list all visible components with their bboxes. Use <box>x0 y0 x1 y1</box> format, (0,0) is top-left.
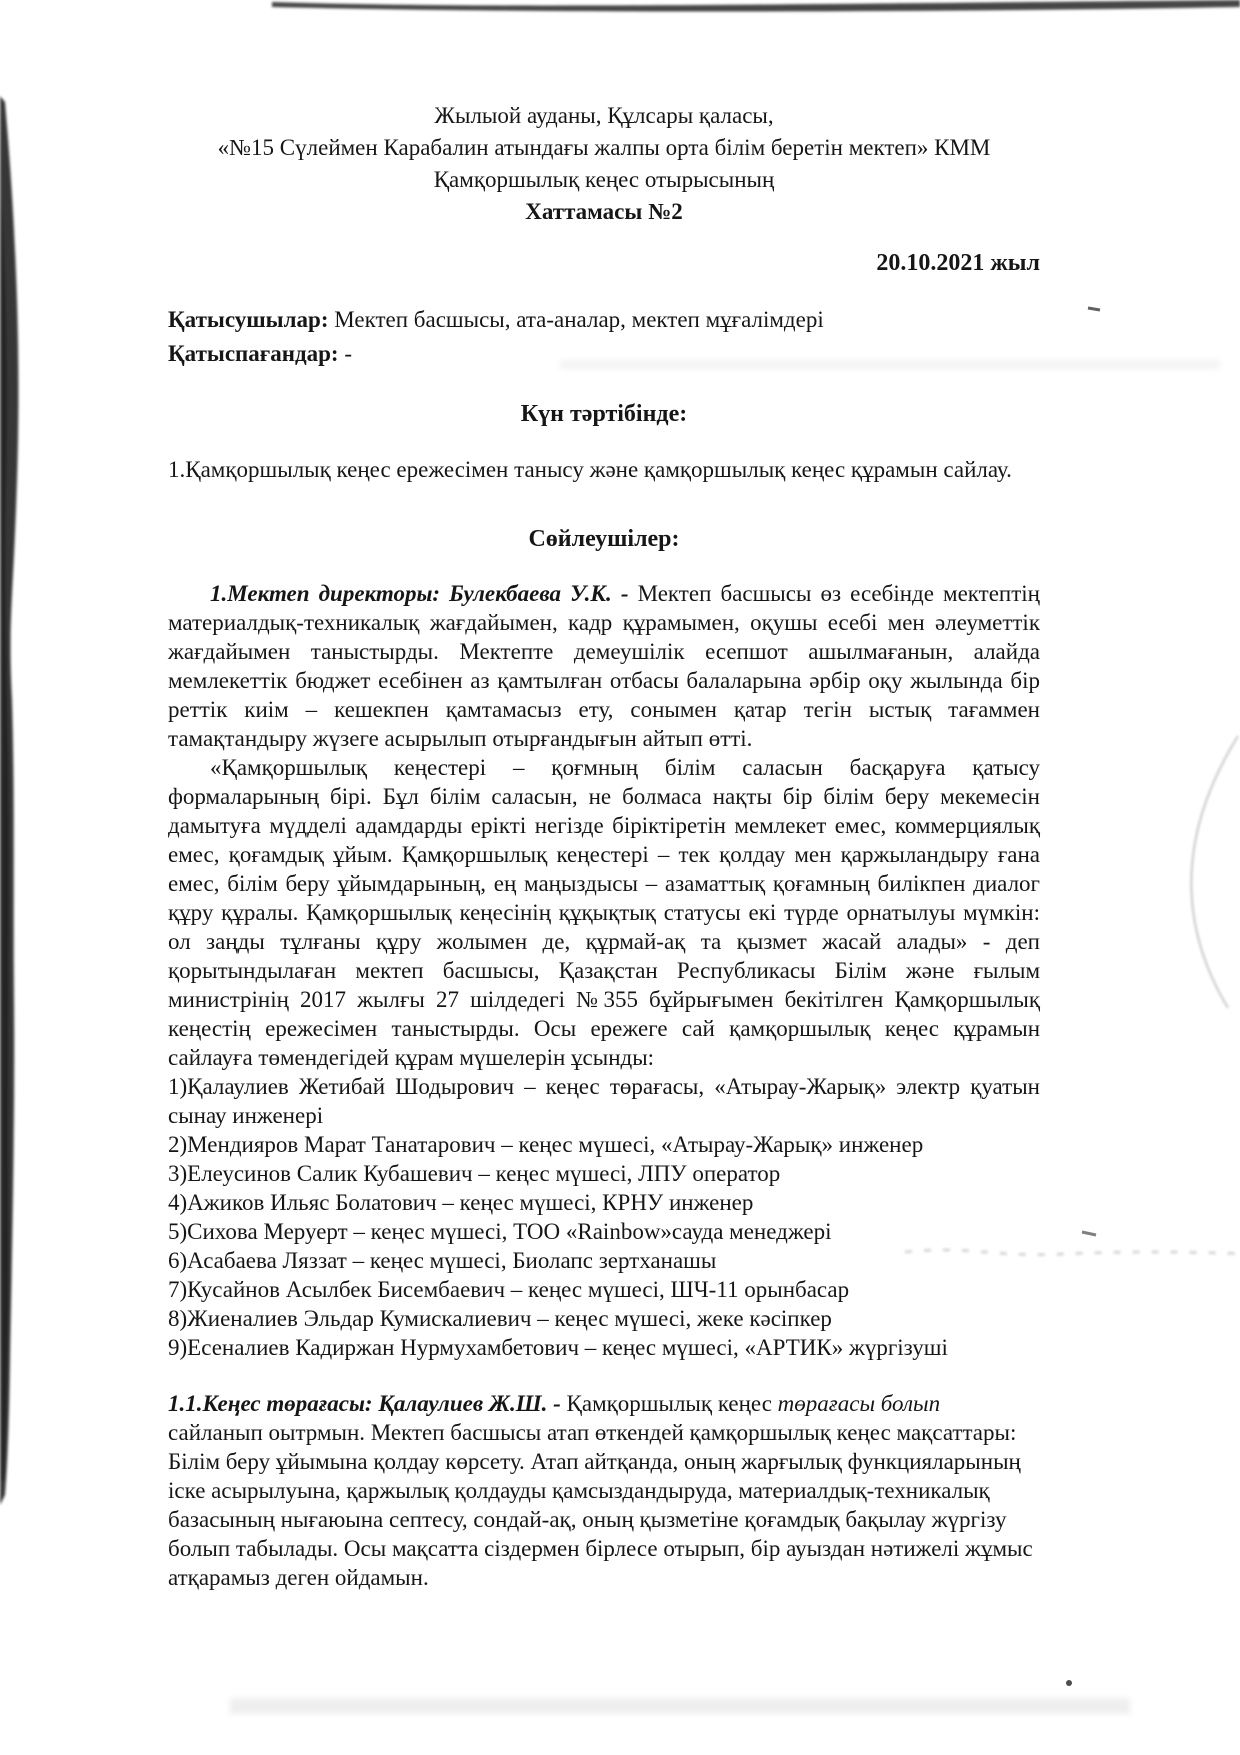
header-location-line: Жылыой ауданы, Құлсары қаласы, <box>434 103 774 128</box>
member-list-item: 3)Елеусинов Салик Кубашевич – кеңес мүшесі, ЛПУ оператор <box>168 1161 781 1186</box>
section-1-1-text-a: Қамқоршылық кеңес <box>566 1391 772 1416</box>
header-school-line: «№15 Сүлеймен Карабалин атындағы жалпы орта білім беретін мектеп» КММ <box>217 135 991 160</box>
speech1-paragraph <box>168 579 1040 753</box>
member-list-item: 1)Қалаулиев Жетибай Шодырович – кеңес төрағасы, «Атырау-Жарық» электр қуатын сынау инженері <box>168 1074 1040 1128</box>
scan-edge-left <box>0 96 18 1505</box>
section-1-1-italic-phrase: төрағасы болып <box>777 1391 941 1416</box>
scan-edge-left-texture <box>2 200 9 1480</box>
member-list-item: 9)Есеналиев Кадиржан Нурмухамбетович – кеңес мүшесі, «АРТИК» жүргізуші <box>168 1335 948 1360</box>
dash-mark-top <box>1088 308 1100 310</box>
member-list-item: 4)Ажиков Ильяс Болатович – кеңес мүшесі, КРНУ инженер <box>168 1190 754 1215</box>
member-list-item: 7)Кусайнов Асылбек Бисембаевич – кеңес мүшесі, ШЧ-11 орынбасар <box>168 1277 850 1302</box>
agenda-heading: Күн тәртібінде: <box>520 401 688 427</box>
member-list-item: 2)Мендияров Марат Танатарович – кеңес мүшесі, «Атырау-Жарық» инженер <box>168 1132 924 1157</box>
document-content <box>168 0 1040 1592</box>
document-date: 20.10.2021 жыл <box>876 250 1040 276</box>
participants-label: Қатысушылар: <box>168 307 329 332</box>
agenda-item: 1.Қамқоршылық кеңес ережесімен танысу және қамқоршылық кеңес құрамын сайлау. <box>168 457 1012 482</box>
header-council-line: Қамқоршылық кеңес отырысының <box>433 167 775 192</box>
speech1-quote-paragraph: «Қамқоршылық кеңестері – қоғмның білім саласын басқаруға қатысу формаларының бірі. Бұл білім саласын, не болмаса нақты бір білім беру мекемесін дамытуға мүдделі адамдарды ерікті негізде біріктіретін мемлекет емес, коммерциялық емес, қоғамдық ұйым. Қамқоршылық кеңестері – тек қолдау мен қаржыландыру ғана емес, білім беру ұйымдарының, ең маңыздысы – азаматтық қоғамның билікпен диалог құру құралы. Қамқоршылық кеңесінің құқықтық статусы екі түрде орнатылуы мүмкін: ол заңды тұлғаны құру жолымен де, құрмай-ақ та қызмет жасай алады» - деп қорытындылаған мектеп басшысы, Қазақстан Республикасы Білім және ғылым министрінің 2017 жылғы 27 шілдедегі №355 бұйрығымен бекітілген Қамқоршылық кеңестің ережесімен таныстырды. Осы ережеге сай қамқоршылық кеңес құрамын сайлауға төмендегідей құрам мүшелерін ұсынды: <box>168 755 1040 1070</box>
absent-value: - <box>344 341 353 366</box>
absent-label: Қатыспағандар: <box>168 341 339 366</box>
attendees-block <box>168 303 1040 371</box>
participants-value: Мектеп басшысы, ата-аналар, мектеп мұғалімдері <box>334 307 824 332</box>
document-header <box>168 100 1040 228</box>
member-list-item: 8)Жиеналиев Эльдар Кумискалиевич – кеңес мүшесі, жеке кәсіпкер <box>168 1306 832 1331</box>
faint-streak-bottom <box>230 1698 1130 1714</box>
margin-arc-mark <box>1191 736 1238 1008</box>
section-1-1-lead: 1.1.Кеңес төрағасы: Қалаулиев Ж.Ш. - <box>168 1391 561 1416</box>
dash-mark-middle <box>1082 1232 1096 1235</box>
section-1-1-text-b: сайланып оытрмын. Мектеп басшысы атап өткендей қамқоршылық кеңес мақсаттары: Білім беру ұйымына қолдау көрсету. Атап айтқанда, оның жарғылық функцияларының іске асырылуына, қаржылық қолдауды қамсыздандыруда, материалдық-техникалық базасының нығаюына септесу, сондай-ақ, оның қызметіне қоғамдық бақылау жүргізу болып табылады. Осы мақсатта сіздермен бірлесе отырып, бір ауыздан нәтижелі жұмыс атқарамыз деген ойдамын. <box>168 1420 1033 1590</box>
speakers-heading: Сөйлеушілер: <box>528 526 680 552</box>
member-list-item: 6)Асабаева Ляззат – кеңес мүшесі, Биолапс зертханашы <box>168 1248 717 1273</box>
protocol-title: Хаттамасы №2 <box>525 199 683 224</box>
section-1-1-paragraph <box>168 1389 1040 1592</box>
council-members-list <box>168 1072 1040 1362</box>
speech1-lead: 1.Мектеп директоры: Булекбаева У.К. - <box>210 581 629 606</box>
ink-dot <box>1066 1680 1072 1686</box>
speech1-text: Мектеп басшысы өз есебінде мектептің материалдық-техникалық жағдайымен, кадр құрамымен, оқушы есебі мен әлеуметтік жағдайымен таныстырды. Мектепте демеушілік есепшот ашылмағанын, алайда мемлекеттік бюджет есебінен аз қамтылған отбасы балаларына әрбір оқу жылында бір реттік киім – кешекпен қамтамасыз ету, сонымен қатар тегін ыстық тағаммен тамақтандыру жүзеге асырылып отырғандығын айтып өтті. <box>168 581 1040 751</box>
member-list-item: 5)Сихова Меруерт – кеңес мүшесі, ТОО «Rainbow»сауда менеджері <box>168 1219 832 1244</box>
